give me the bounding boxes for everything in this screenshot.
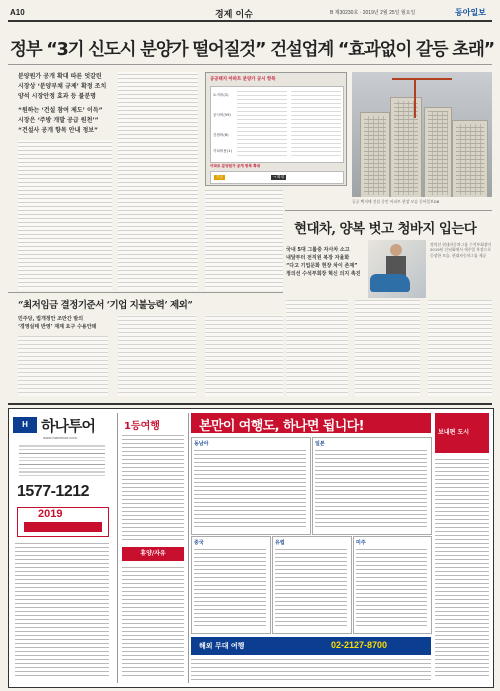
infobox-title: 공공택지 아파트 분양가 공시 항목 (210, 77, 276, 82)
hyundai-subhead: 내달부터 전직원 복장 자율화 (286, 255, 350, 261)
ad-right-list (435, 457, 489, 679)
infobox-row: 공사비(59) (213, 113, 231, 117)
ad-listing-cell (312, 437, 432, 535)
hyundai-body-col1 (286, 300, 348, 396)
minimum-wage-subhead: ‘경영실태 반영’ 재계 요구 수용안돼 (18, 324, 97, 330)
hyundai-body-col2 (355, 300, 420, 396)
minimum-wage-body-col2 (118, 315, 196, 396)
ad-brand-name: 하나투어 (41, 417, 95, 435)
minimum-wage-body-col1 (18, 336, 108, 396)
ad-slogan-banner (191, 413, 431, 433)
lead-body-col1 (18, 140, 112, 290)
hanatour-logo-icon: H (13, 417, 37, 433)
hyundai-body-col3 (428, 300, 492, 396)
lead-headline: 정부 “3기 신도시 분양가 떨어질것” 건설업계 “효과없이 갈등 초래” (10, 40, 494, 60)
ad-bottom-label: 해외 무대 여행 (199, 642, 245, 650)
lead-body-col2 (118, 72, 198, 290)
dateline: B 제30230호 · 2019년 2월 25일 월요일 (330, 10, 416, 16)
ad-section-label: 미주 (356, 540, 366, 546)
lead-subhead: “원하는 ‘건설 참여 제도’ 이득” (18, 107, 103, 114)
infobox-row: 토지비(2) (213, 93, 229, 97)
hyundai-photo (368, 240, 426, 298)
ad-side-list-2 (122, 565, 184, 679)
ad-bottom-banner (191, 637, 431, 655)
lead-body-col3 (205, 190, 283, 290)
ad-side-column (117, 413, 189, 683)
hyundai-title: 현대차, 양복 벗고 청바지 입는다 (294, 221, 477, 237)
article-divider (8, 292, 283, 293)
ad-right-column (435, 413, 489, 683)
ad-bottom-phone: 02-2127-8700 (331, 640, 388, 650)
photo-caption: 공공 택지에 건설 중인 아파트 현장 모습 동아일보DB (352, 199, 440, 204)
section-title: 경제 이슈 (215, 10, 253, 20)
lead-subheads (18, 72, 118, 136)
ad-rule (8, 403, 492, 405)
ad-badge-box (17, 507, 109, 537)
ad-section-label: 중국 (194, 540, 204, 546)
infobox-row: 기타비용(1) (213, 149, 232, 153)
hyundai-subhead: “다고 기업문화 현장 차이 존재” (286, 263, 358, 269)
ad-brand-url: www.hanatour.com (43, 435, 77, 440)
ad-section-label: 유럽 (275, 540, 285, 546)
ad-listing-cell (353, 536, 432, 634)
cost-infobox (205, 72, 347, 186)
infobox-table (210, 86, 344, 163)
infobox-row: 간접비(6) (213, 133, 229, 137)
hanatour-ad (8, 408, 494, 688)
chart2-item: → 확대 (273, 175, 285, 179)
ad-brand-text (19, 445, 105, 479)
ad-listing-grid (191, 437, 431, 633)
construction-photo (352, 72, 492, 197)
paper-logo: 동아일보 (455, 7, 486, 17)
chart2-item: 기존 (216, 175, 223, 179)
ad-brand-listings (15, 543, 109, 679)
hyundai-subhead: 국내 5대 그룹중 자사차 소고 (286, 247, 350, 253)
ad-side-badge-2: 휴양/자유 (122, 547, 184, 561)
ad-side-list (122, 433, 184, 543)
ad-listing-cell (272, 536, 352, 634)
ad-right-badge (435, 413, 489, 453)
ad-slogan: 본만이 여행도, 하나면 됩니다! (199, 419, 364, 434)
ad-year-badge: 2019 (38, 508, 63, 520)
article-divider (285, 210, 492, 211)
header-rule (8, 20, 492, 22)
ad-listing-cell (191, 536, 271, 634)
ad-right-label: 보내편 도시 (438, 429, 470, 436)
minimum-wage-body-col3 (205, 315, 283, 396)
lead-subhead: 분양원가 공개 확대 따른 엇갈린 (18, 73, 102, 80)
lead-subhead: 시장상 ‘분양부채 규제’ 확정 조치 (18, 83, 107, 90)
hyundai-subhead: 정의선 수석부회장 혁신 의지 촉진 (286, 271, 361, 277)
lead-subhead: 양석 시장안정 효과 등 불분명 (18, 93, 96, 100)
ad-phone: 1577-1212 (17, 483, 90, 500)
ad-side-badge-1: 1등여행 (124, 421, 160, 432)
ad-section-label: 일본 (315, 441, 325, 447)
ad-listing-cell (191, 437, 311, 535)
ad-brand-column (13, 413, 111, 683)
chart2-title: 아파트 분양원가 공개 항목 확대 (210, 164, 261, 168)
lead-subhead: 시장은 ‘주방 개발 공급 원천’” (18, 117, 99, 124)
page-number: A10 (10, 8, 25, 17)
minimum-wage-subhead: 민주당, 법개정안 조만간 발의 (18, 316, 84, 322)
headline-rule (8, 64, 492, 65)
chart2-box (210, 171, 344, 184)
minimum-wage-subheads (18, 315, 118, 331)
ad-bottom-text (191, 659, 431, 683)
ad-section-label: 동남아 (194, 441, 209, 447)
minimum-wage-title: “최저임금 결정기준서 ‘기업 지불능력’ 제외” (18, 300, 193, 311)
hyundai-photo-caption: 정의선 현대자동차그룹 수석부회장이 2019년 신년회에서 캐주얼 복장으로 등장한 모습. 현대자동차그룹 제공 (430, 242, 492, 258)
lead-subhead: “건설사 공개 항목 안내 정보” (18, 127, 98, 134)
